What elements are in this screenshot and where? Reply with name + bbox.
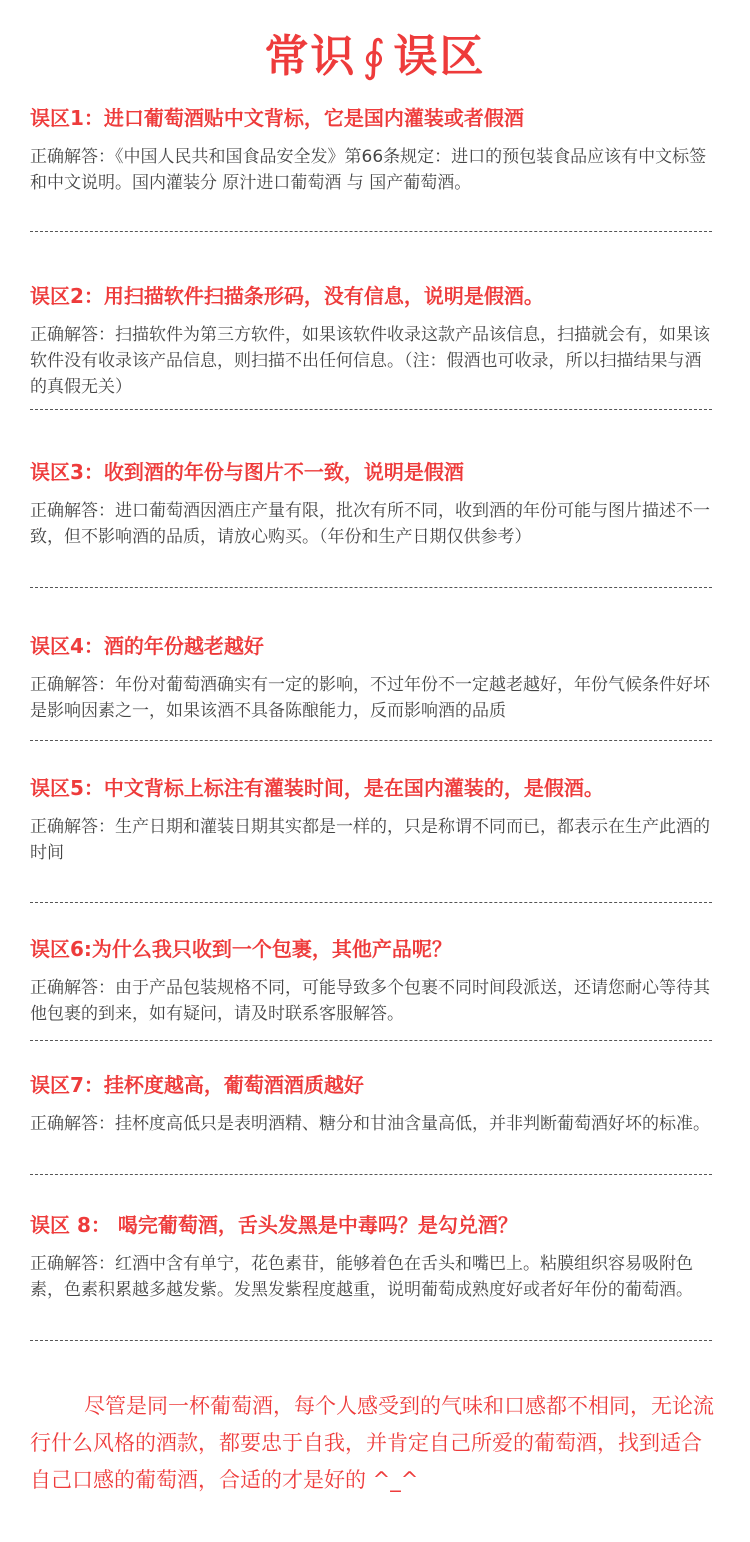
faq-answer bbox=[30, 975, 712, 1027]
divider bbox=[30, 409, 712, 410]
answer-label: 正确解答： bbox=[30, 1114, 115, 1134]
faq-question: 误区1：进口葡萄酒贴中文背标，它是国内灌装或者假酒 bbox=[30, 106, 524, 130]
divider bbox=[30, 1340, 712, 1341]
faq-item-6 bbox=[30, 935, 712, 1027]
faq-answer bbox=[30, 1251, 712, 1303]
faq-question: 误区2：用扫描软件扫描条形码，没有信息，说明是假酒。 bbox=[30, 284, 544, 308]
divider bbox=[30, 1040, 712, 1041]
answer-text: 进口葡萄酒因酒庄产量有限，批次有所不同，收到酒的年份可能与图片描述不一致，但不影响酒的品质，请放心购买。（年份和生产日期仅供参考） bbox=[30, 501, 710, 547]
answer-text: 挂杯度高低只是表明酒精、糖分和甘油含量高低，并非判断葡萄酒好坏的标准。 bbox=[115, 1114, 710, 1134]
faq-item-3 bbox=[30, 458, 712, 550]
answer-label: 正确解答： bbox=[30, 675, 115, 695]
answer-label: 正确解答： bbox=[30, 978, 115, 998]
faq-question: 误区 8： 喝完葡萄酒，舌头发黑是中毒吗？是勾兑酒？ bbox=[30, 1213, 518, 1237]
answer-text: 扫描软件为第三方软件，如果该软件收录这款产品该信息，扫描就会有，如果该软件没有收录该产品信息，则扫描不出任何信息。（注：假酒也可收录，所以扫描结果与酒的真假无关） bbox=[30, 325, 710, 397]
answer-text: 红酒中含有单宁，花色素苷，能够着色在舌头和嘴巴上。粘膜组织容易吸附色素，色素积累越多越发紫。发黑发紫程度越重，说明葡萄成熟度好或者好年份的葡萄酒。 bbox=[30, 1254, 693, 1300]
answer-text: 由于产品包装规格不同，可能导致多个包裹不同时间段派送，还请您耐心等待其他包裹的到来，如有疑问，请及时联系客服解答。 bbox=[30, 978, 710, 1024]
faq-item-4 bbox=[30, 632, 712, 724]
answer-text: 年份对葡萄酒确实有一定的影响，不过年份不一定越老越好，年份气候条件好坏是影响因素之一，如果该酒不具备陈酿能力，反而影响酒的品质 bbox=[30, 675, 710, 721]
divider bbox=[30, 902, 712, 903]
faq-item-8 bbox=[30, 1211, 712, 1303]
integral-symbol: ∮ bbox=[362, 31, 388, 82]
divider bbox=[30, 231, 712, 232]
answer-text: 《中国人民共和国食品安全发》第66条规定：进口的预包装食品应该有中文标签和中文说明。国内灌装分 原汁进口葡萄酒 与 国产葡萄酒。 bbox=[30, 147, 707, 193]
closing-text: 尽管是同一杯葡萄酒，每个人感受到的气味和口感都不相同，无论流行什么风格的酒款，都要忠于自我，并肯定自己所爱的葡萄酒，找到适合自己口感的葡萄酒，合适的才是好的 ^_^ bbox=[30, 1394, 714, 1492]
faq-question: 误区5：中文背标上标注有灌装时间，是在国内灌装的，是假酒。 bbox=[30, 776, 604, 800]
faq-item-2 bbox=[30, 282, 712, 400]
answer-text: 生产日期和灌装日期其实都是一样的，只是称谓不同而已，都表示在生产此酒的时间 bbox=[30, 817, 710, 863]
divider bbox=[30, 1174, 712, 1175]
faq-question: 误区6:为什么我只收到一个包裹，其他产品呢？ bbox=[30, 937, 452, 961]
faq-answer bbox=[30, 814, 712, 866]
answer-label: 正确解答： bbox=[30, 501, 115, 521]
answer-label: 正确解答： bbox=[30, 147, 115, 167]
answer-label: 正确解答： bbox=[30, 1254, 115, 1274]
closing-paragraph bbox=[30, 1388, 720, 1499]
answer-label: 正确解答： bbox=[30, 325, 115, 345]
title-right: 误区 bbox=[393, 31, 486, 82]
faq-answer bbox=[30, 144, 712, 196]
faq-question: 误区3：收到酒的年份与图片不一致，说明是假酒 bbox=[30, 460, 464, 484]
faq-answer bbox=[30, 1111, 712, 1137]
divider bbox=[30, 587, 712, 588]
faq-item-1 bbox=[30, 104, 712, 196]
page-title bbox=[0, 20, 750, 84]
faq-item-7 bbox=[30, 1071, 712, 1137]
faq-item-5 bbox=[30, 774, 712, 866]
faq-answer bbox=[30, 498, 712, 550]
faq-answer bbox=[30, 672, 712, 724]
title-left: 常识 bbox=[264, 31, 357, 82]
faq-question: 误区7：挂杯度越高，葡萄酒酒质越好 bbox=[30, 1073, 364, 1097]
divider bbox=[30, 740, 712, 741]
faq-question: 误区4：酒的年份越老越好 bbox=[30, 634, 264, 658]
answer-label: 正确解答： bbox=[30, 817, 115, 837]
faq-answer bbox=[30, 322, 712, 400]
